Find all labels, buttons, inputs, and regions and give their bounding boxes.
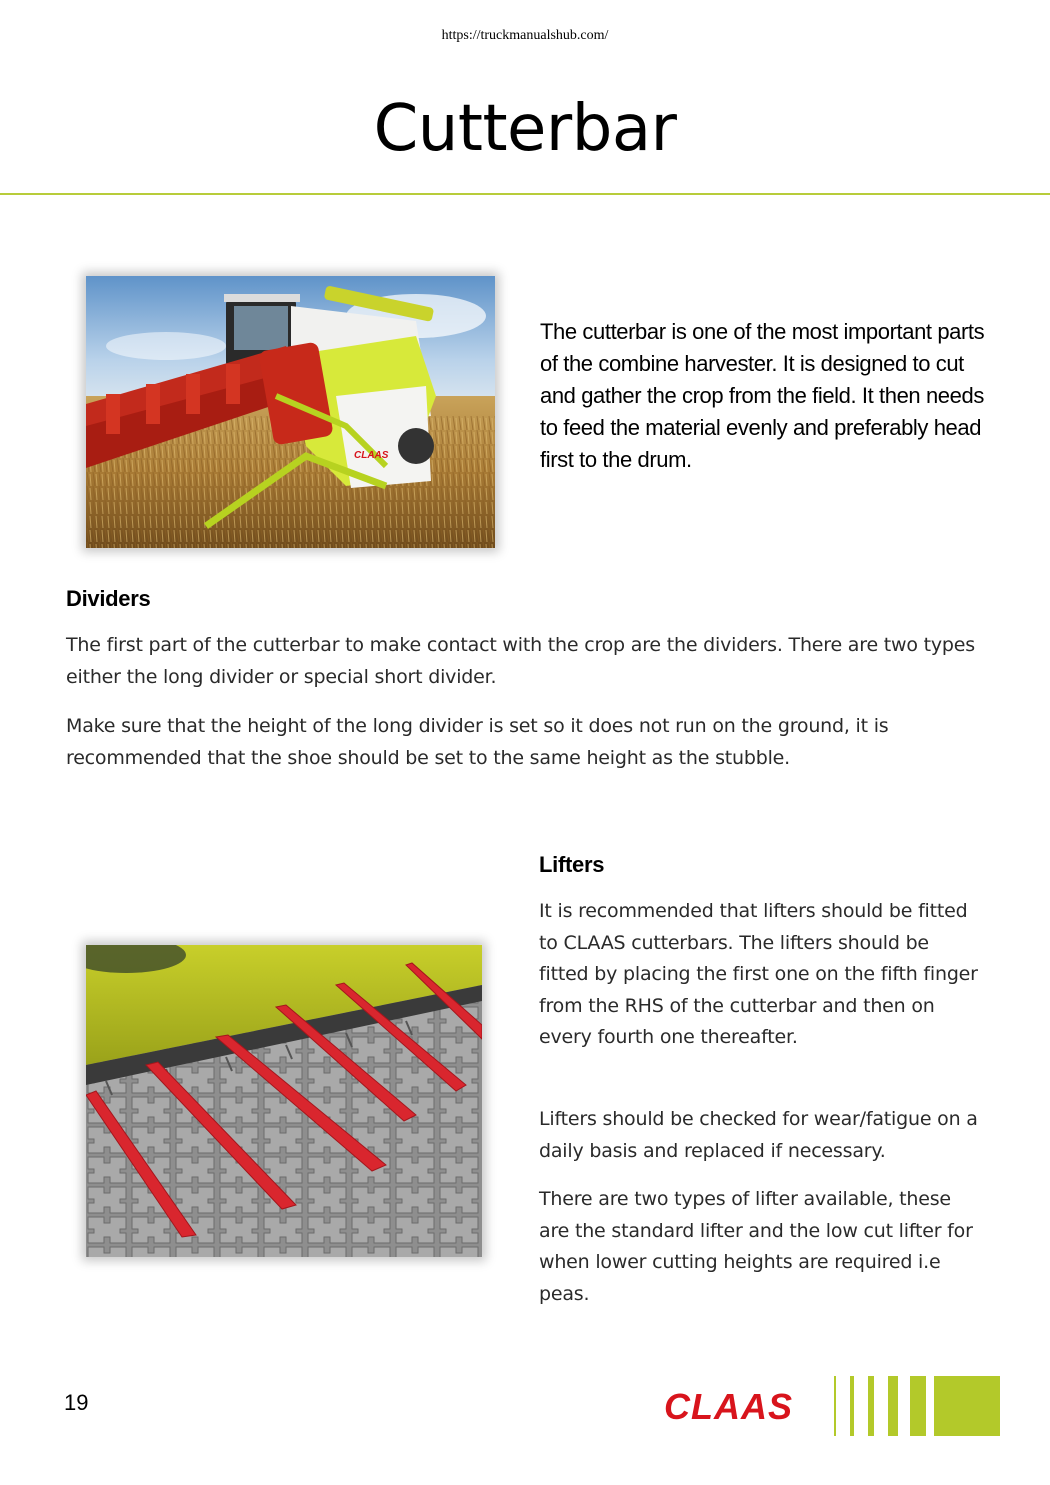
page-number: 19 <box>64 1390 89 1415</box>
dividers-paragraph-2: Make sure that the height of the long divider is set so it does not run on the ground, it is recommended that the shoe should be set to the same height as the stubble. <box>66 715 889 769</box>
claas-logo <box>664 1376 1000 1436</box>
intro-text: The cutterbar is one of the most important parts of the combine harvester. It is designed to cut and gather the crop from the field. It then needs to feed the material evenly and preferably head first to the drum. <box>540 319 985 472</box>
lifters-heading: Lifters <box>539 852 605 877</box>
lifters-paragraph-3: There are two types of lifter available, these are the standard lifter and the low cut lifter for when lower cutting heights are required i.e peas. <box>539 1188 973 1305</box>
logo-wordmark: CLAAS <box>664 1386 793 1427</box>
lifters-paragraph-1: It is recommended that lifters should be fitted to CLAAS cutterbars. The lifters should be fitted by placing the first one on the fifth finger from the RHS of the cutterbar and then on every fourth one thereafter. <box>539 900 978 1048</box>
title-divider <box>0 193 1050 195</box>
combine-harvester-photo <box>86 276 495 548</box>
source-url[interactable]: https://truckmanualshub.com/ <box>441 28 609 43</box>
page-title: Cutterbar <box>373 92 677 166</box>
lifters-paragraph-2: Lifters should be checked for wear/fatigue on a daily basis and replaced if necessary. <box>539 1108 978 1162</box>
dividers-paragraph-1: The first part of the cutterbar to make contact with the crop are the dividers. There are two types either the long divider or special short divider. <box>66 634 975 688</box>
cutterbar-lifters-photo <box>86 945 482 1257</box>
svg-text:CLAAS: CLAAS <box>354 450 389 461</box>
dividers-heading: Dividers <box>66 586 151 611</box>
